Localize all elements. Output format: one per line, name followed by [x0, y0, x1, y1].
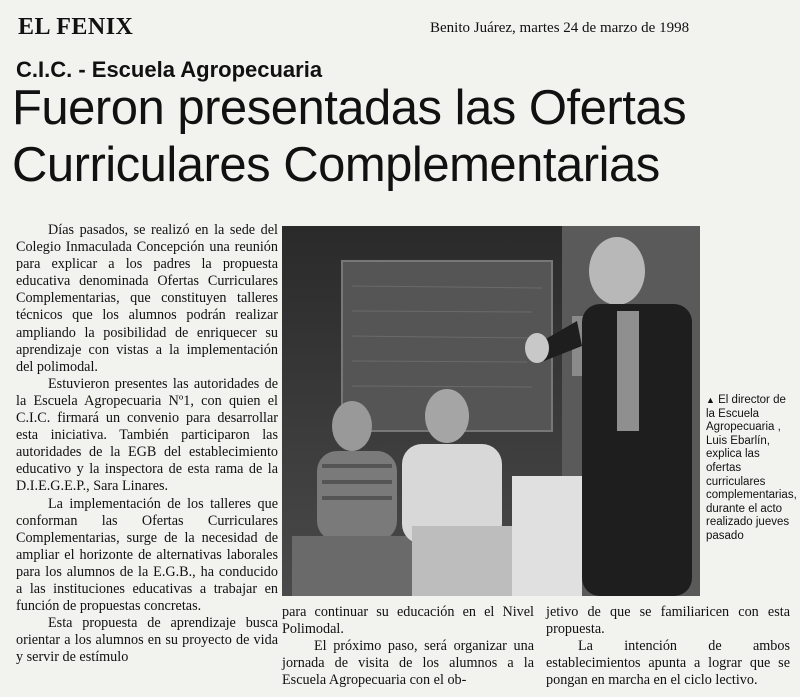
dateline: Benito Juárez, martes 24 de marzo de 1998: [430, 20, 690, 36]
caption-text: El director de la Escuela Agropecuaria , Luis Ebarlín, explica las ofertas curriculares complementarias, durante el acto realizado jueves pasado: [706, 394, 797, 542]
masthead: EL FENIX: [18, 14, 134, 40]
triangle-marker-icon: ▲: [706, 395, 715, 405]
paragraph: La intención de ambos establecimientos apunta a lograr que se pongan en marcha en el ciclo lectivo.: [546, 638, 790, 689]
photo-illustration: [282, 226, 700, 596]
paragraph: Esta propuesta de aprendizaje busca orientar a los alumnos en su proyecto de vida y servir de estímulo: [16, 615, 278, 666]
article-column-3: [546, 604, 790, 689]
headline: Fueron presentadas las Ofertas Curriculares Complementarias: [12, 81, 687, 192]
paragraph: Estuvieron presentes las autoridades de la Escuela Agropecuaria Nº1, con quien el C.I.C. firmará un convenio para desarrollar esta iniciativa. También participaron las autoridades de la EGB del establecimiento educativo y la inspectora de esta rama de la D.I.E.G.E.P., Sara Linares.: [16, 375, 278, 495]
photo-caption: [706, 394, 796, 544]
article-column-2: [282, 604, 534, 689]
paragraph: jetivo de que se familiaricen con esta propuesta.: [546, 604, 790, 638]
paragraph: La implementación de los talleres que conforman las Ofertas Curriculares Complementarias, surge de la necesidad de ampliar el horizonte de alternativas laborales para los alumnos de la E.G.B., ha conducido a las instituciones educativas a trabajar en función de propuestas concretas.: [16, 495, 278, 615]
news-photo: [282, 226, 700, 596]
kicker: C.I.C. - Escuela Agropecuaria: [16, 57, 323, 82]
article-column-1: [16, 222, 278, 692]
paragraph: Días pasados, se realizó en la sede del Colegio Inmaculada Concepción una reunión para explicar a los padres la propuesta educativa denominada Ofertas Curriculares Complementarias, que constituyen talleres técnicos que los alumnos podrán realizar ampliando la posibilidad de enriquecer su aprendizaje con vistas a la implementación del polimodal.: [16, 222, 278, 375]
paragraph: para continuar su educación en el Nivel Polimodal.: [282, 604, 534, 638]
paragraph: El próximo paso, será organizar una jornada de visita de los alumnos a la Escuela Agropecuaria con el ob-: [282, 638, 534, 689]
